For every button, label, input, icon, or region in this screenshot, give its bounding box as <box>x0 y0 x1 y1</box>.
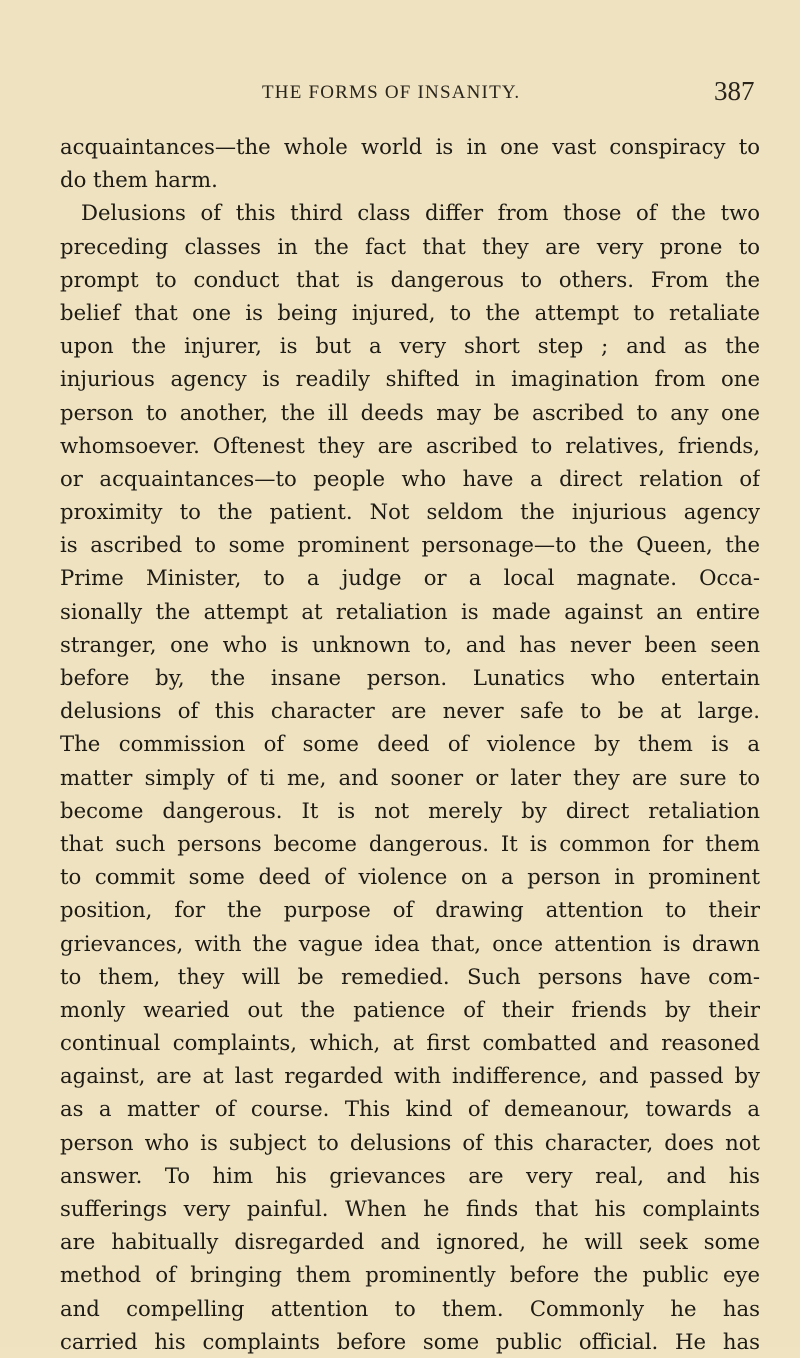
text-line: is ascribed to some prominent personage—to the Queen, the <box>60 532 760 558</box>
text-line: proximity to the patient. Not seldom the injurious agency <box>60 499 760 525</box>
text-line: method of bringing them prominently before the public eye <box>60 1262 760 1288</box>
page-number: 387 <box>714 76 755 106</box>
text-line: do them harm. <box>60 167 218 193</box>
text-line: to commit some deed of violence on a person in prominent <box>60 864 760 890</box>
text-line: monly wearied out the patience of their friends by their <box>60 996 760 1022</box>
text-line: before by, the insane person. Lunatics who entertain <box>60 665 760 690</box>
text-line: answer. To him his grievances are very real, and his <box>60 1162 760 1188</box>
text-line: are habitually disregarded and ignored, he will seek some <box>60 1229 760 1255</box>
text-line: preceding classes in the fact that they are very prone to <box>60 233 760 259</box>
running-title: THE FORMS OF INSANITY. <box>262 82 521 103</box>
text-line: grievances, with the vague idea that, once attention is drawn <box>60 930 760 956</box>
text-line: continual complaints, which, at first combatted and reasoned <box>60 1030 760 1056</box>
text-line: as a matter of course. This kind of demeanour, towards a <box>60 1096 760 1122</box>
text-line: against, are at last regarded with indifference, and passed by <box>60 1063 760 1089</box>
text-line: injurious agency is readily shifted in imagination from one <box>60 366 760 392</box>
text-line: Delusions of this third class differ from those of the two <box>81 200 760 226</box>
body-text <box>60 130 760 1358</box>
text-line: to them, they will be remedied. Such persons have com- <box>60 963 760 989</box>
text-line: prompt to conduct that is dangerous to others. From the <box>60 266 760 292</box>
text-line: sufferings very painful. When he finds that his complaints <box>60 1196 760 1221</box>
text-line: carried his complaints before some public official. He has <box>60 1328 760 1354</box>
text-line: matter simply of ti me, and sooner or later they are sure to <box>60 764 760 790</box>
text-line: and compelling attention to them. Commonly he has <box>60 1295 760 1321</box>
text-line: position, for the purpose of drawing attention to their <box>60 897 760 923</box>
text-line: or acquaintances—to people who have a direct relation of <box>60 465 760 491</box>
text-line: that such persons become dangerous. It is common for them <box>60 830 760 856</box>
text-line: acquaintances—the whole world is in one vast conspiracy to <box>60 134 760 159</box>
text-line: upon the injurer, is but a very short step ; and as the <box>60 333 760 359</box>
text-line: stranger, one who is unknown to, and has never been seen <box>60 631 760 657</box>
text-line: belief that one is being injured, to the attempt to retaliate <box>60 299 760 325</box>
text-line: person who is subject to delusions of this character, does not <box>60 1129 760 1155</box>
page-header <box>0 76 800 112</box>
text-line: sionally the attempt at retaliation is made against an entire <box>60 598 760 624</box>
text-line: whomsoever. Oftenest they are ascribed to relatives, friends, <box>60 432 760 458</box>
text-line: person to another, the ill deeds may be ascribed to any one <box>60 399 760 425</box>
text-line: become dangerous. It is not merely by direct retaliation <box>60 797 760 823</box>
text-line: delusions of this character are never safe to be at large. <box>60 698 760 724</box>
text-line: The commission of some deed of violence by them is a <box>60 731 760 757</box>
text-line: Prime Minister, to a judge or a local magnate. Occa- <box>60 565 760 591</box>
